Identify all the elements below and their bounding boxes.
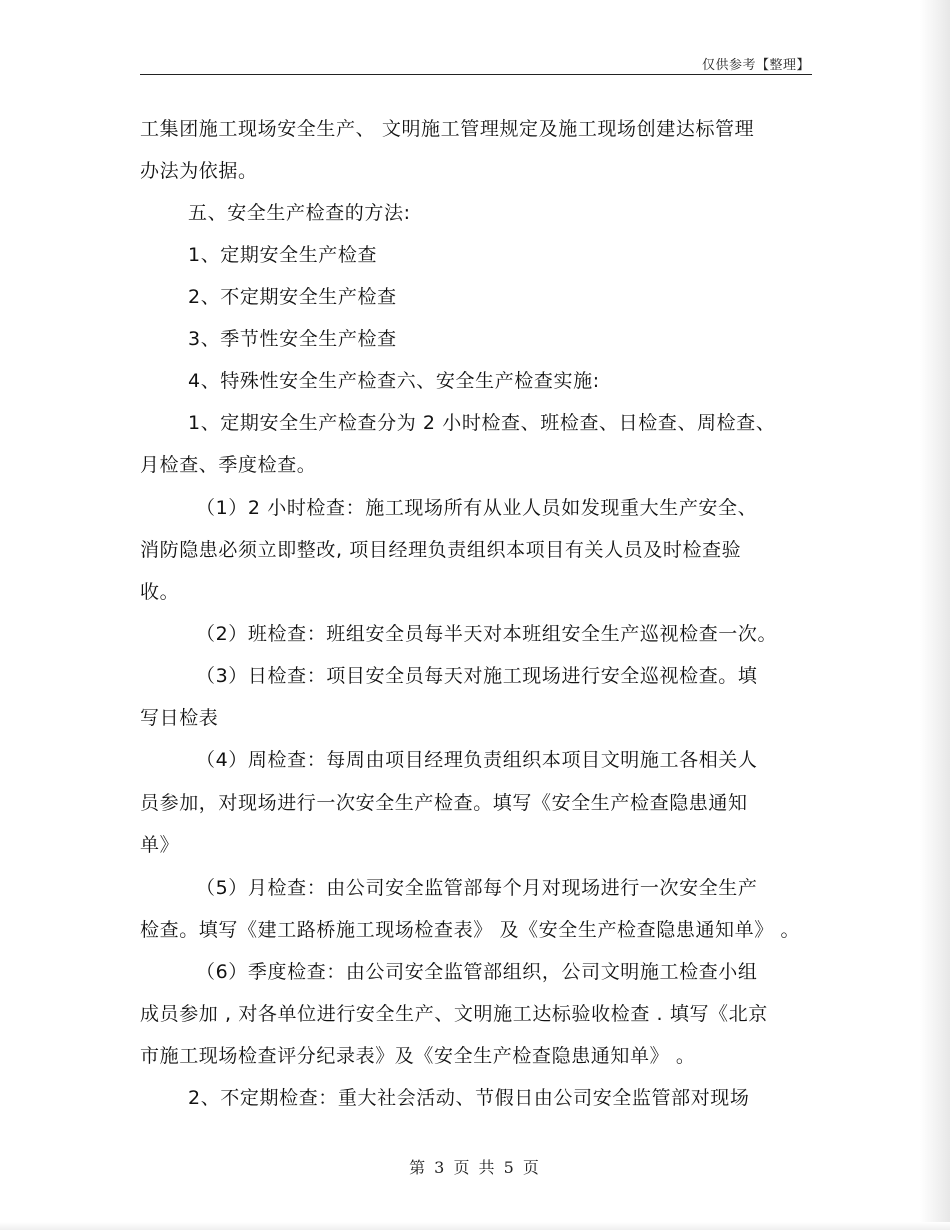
paragraph-line: （6）季度检查：由公司安全监管部组织，公司文明施工检查小组 [196, 961, 758, 983]
list-item: 4、特殊性安全生产检查六、安全生产检查实施: [188, 370, 600, 392]
page-edge-shadow [920, 0, 950, 1230]
paragraph-line: 市施工现场检查评分纪录表》及《安全生产检查隐患通知单》 。 [140, 1045, 696, 1067]
paragraph-line: 员参加，对现场进行一次安全生产检查。填写《安全生产检查隐患通知 [140, 792, 748, 814]
paragraph-line: 2、不定期检查：重大社会活动、节假日由公司安全监管部对现场 [188, 1087, 750, 1109]
paragraph-line: （5）月检查：由公司安全监管部每个月对现场进行一次安全生产 [196, 877, 758, 899]
section-heading: 五、安全生产检查的方法: [188, 202, 411, 224]
paragraph-line: 办法为依据。 [140, 160, 258, 182]
paragraph-line: 写日检表 [140, 707, 219, 729]
paragraph-line: 月检查、季度检查。 [140, 454, 317, 476]
header-text: 仅供参考【整理】 [701, 58, 810, 73]
paragraph-line: 检查。填写《建工路桥施工现场检查表》 及《安全生产检查隐患通知单》 。 [140, 919, 801, 941]
page-header [140, 52, 812, 75]
paragraph-line: （1）2 小时检查：施工现场所有从业人员如发现重大生产安全、 [196, 497, 758, 519]
paragraph-line: 工集团施工现场安全生产、 文明施工管理规定及施工现场创建达标管理 [140, 118, 755, 140]
paragraph-line: 收。 [140, 581, 180, 603]
list-item: 1、定期安全生产检查 [188, 244, 378, 266]
paragraph-line: （2）班检查：班组安全员每半天对本班组安全生产巡视检查一次。 [196, 623, 778, 645]
paragraph-line: （3）日检查：项目安全员每天对施工现场进行安全巡视检查。填 [196, 665, 758, 687]
paragraph-line: 消防隐患必须立即整改, 项目经理负责组织本项目有关人员及时检查验 [140, 539, 742, 561]
page-footer: 第 3 页 共 5 页 [409, 1158, 541, 1177]
paragraph-line: （4）周检查：每周由项目经理负责组织本项目文明施工各相关人 [196, 749, 758, 771]
paragraph-line: 成员参加 , 对各单位进行安全生产、文明施工达标验收检查 . 填写《北京 [140, 1003, 768, 1025]
list-item: 2、不定期安全生产检查 [188, 286, 397, 308]
list-item: 3、季节性安全生产检查 [188, 328, 397, 350]
paragraph-line: 单》 [140, 834, 180, 856]
page-bottom-shadow [0, 1222, 950, 1230]
paragraph-line: 1、定期安全生产检查分为 2 小时检查、班检查、日检查、周检查、 [188, 412, 776, 434]
